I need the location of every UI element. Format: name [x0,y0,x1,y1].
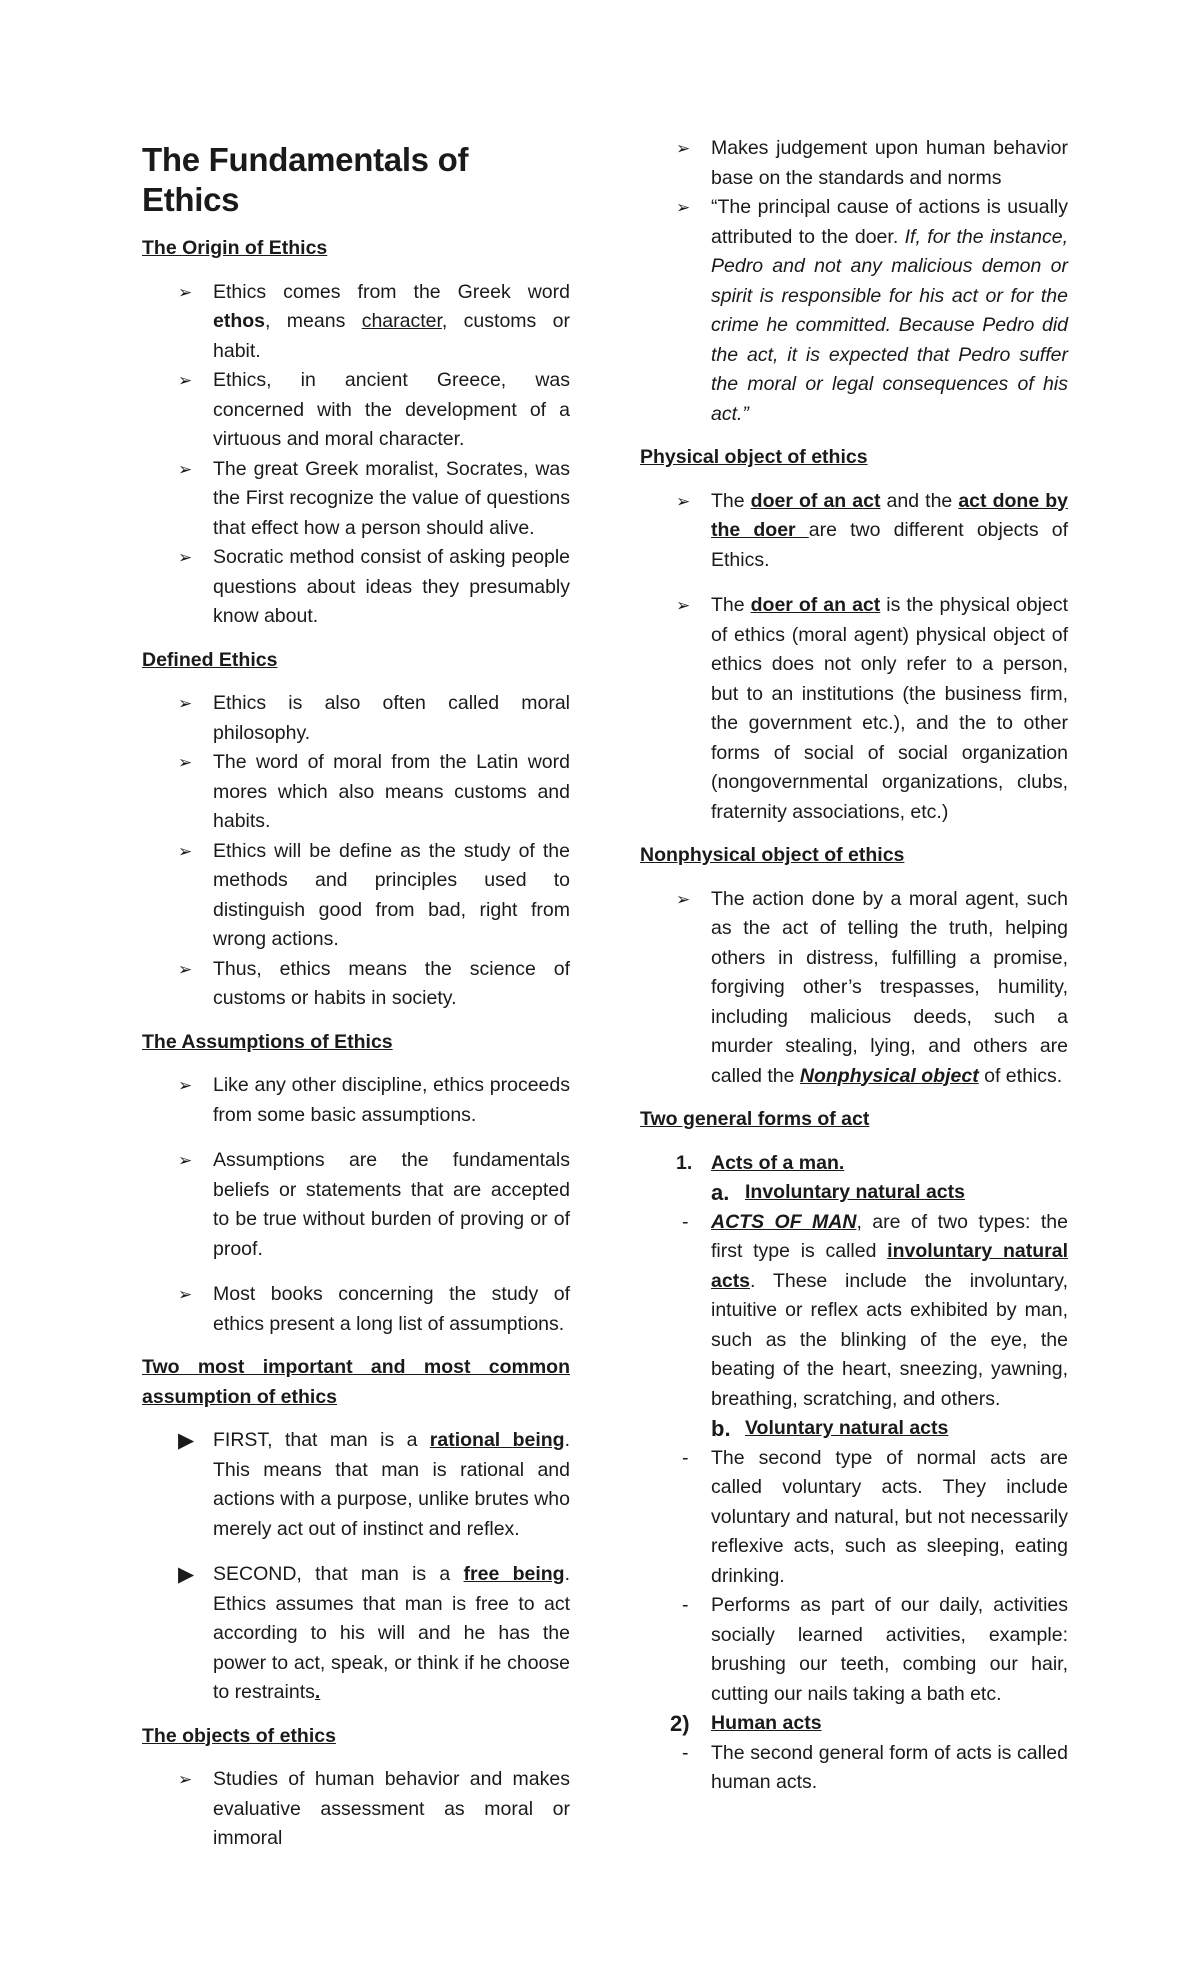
arrow-bullet-icon: ➢ [178,1285,193,1304]
arrow-bullet-icon: ➢ [178,841,193,861]
list-item: ➢ Thus, ethics means the science of customs or habits in society. [142,955,570,1014]
section-heading-two-assumptions: Two most important and most common assumption of ethics [142,1356,570,1408]
right-column [640,137,1068,1798]
sub-item-involuntary: a. Involuntary natural acts [711,1180,965,1205]
defined-list [142,689,570,1014]
sub-item-voluntary: b. Voluntary natural acts [711,1416,949,1441]
section-heading-objects: The objects of ethics [142,1724,336,1747]
section-heading-origin: The Origin of Ethics [142,237,328,259]
list-item: ➢ Like any other discipline, ethics proceeds from some basic assumptions. [142,1071,570,1130]
two-assumptions-list [142,1426,570,1708]
arrow-bullet-icon: ➢ [178,1151,193,1170]
triangle-bullet-icon: ▶ [178,1429,195,1452]
section-heading-defined: Defined Ethics [142,648,278,671]
list-item: ➢ Studies of human behavior and makes evaluative assessment as moral or immoral [142,1765,570,1854]
numbered-item-acts-of-man: 1. Acts of a man. [676,1151,845,1174]
list-item: ➢ Makes judgement upon human behavior base on the standards and norms [640,134,1068,193]
dash-item: - Performs as part of our daily, activities socially learned activities, example: brushing our teeth, combing our hair, cutting our nails taking a bath etc. [682,1594,1068,1705]
arrow-bullet-icon: ➢ [178,1076,193,1095]
list-item: ➢ Ethics will be define as the study of the methods and principles used to distinguish good from bad, right from wrong actions. [142,837,570,955]
list-item: ➢ Ethics comes from the Greek word ethos, means character, customs or habit. [142,278,570,367]
physical-list [640,487,1068,828]
list-item: ➢ The doer of an act is the physical object of ethics (moral agent) physical object of ethics does not only refer to a person, but to an institutions (the business firm, the government etc.), and the to other forms of social of social organization (nongovernmental organizations, clubs, fraternity associations, etc.) [640,591,1068,827]
objects-list-right [640,134,1068,429]
section-heading-forms: Two general forms of act [640,1108,870,1130]
list-item: ➢ The word of moral from the Latin word mores which also means customs and habits. [142,748,570,837]
list-item: ➢ The great Greek moralist, Socrates, was the First recognize the value of questions that effect how a person should alive. [142,455,570,544]
arrow-bullet-icon: ➢ [178,959,193,979]
list-item: ➢ The doer of an act and the act done by the doer are two different objects of Ethics. [640,487,1068,576]
arrow-bullet-icon: ➢ [676,198,691,217]
triangle-bullet-icon: ▶ [178,1563,195,1586]
left-column [142,140,570,1868]
arrow-bullet-icon: ➢ [178,548,193,567]
section-heading-nonphysical: Nonphysical object of ethics [640,844,905,866]
forms-list [640,1149,1068,1798]
list-item: ➢ Most books concerning the study of ethics present a long list of assumptions. [142,1280,570,1339]
arrow-bullet-icon: ➢ [178,753,193,772]
numbered-item-human-acts: 2) Human acts [670,1711,822,1736]
arrow-bullet-icon: ➢ [178,371,193,390]
list-item: ▶ FIRST, that man is a rational being. This means that man is rational and actions with a purpose, unlike brutes who merely act out of instinct and reflex. [142,1426,570,1544]
objects-list-left [142,1765,570,1854]
list-item: ▶ SECOND, that man is a free being. Ethics assumes that man is free to act according to his will and he has the power to act, speak, or think if he choose to restraints. [142,1560,570,1708]
dash-item: - The second general form of acts is called human acts. [682,1741,1068,1793]
list-item: ➢ The action done by a moral agent, such as the act of telling the truth, helping others in distress, fulfilling a promise, forgiving other’s trespasses, humility, including malicious deeds, such a murder stealing, lying, and others are called the Nonphysical object of ethics. [640,885,1068,1092]
assumptions-list [142,1071,570,1339]
list-item: ➢ Assumptions are the fundamentals beliefs or statements that are accepted to be true without burden of proving or of proof. [142,1146,570,1264]
arrow-bullet-icon: ➢ [178,282,193,302]
arrow-bullet-icon: ➢ [178,1770,193,1789]
arrow-bullet-icon: ➢ [676,491,691,511]
arrow-bullet-icon: ➢ [676,596,691,615]
nonphysical-list [640,885,1068,1092]
list-item: ➢ “The principal cause of actions is usually attributed to the doer. If, for the instance, Pedro and not any malicious demon or spirit is responsible for his act or for the crime he committed. Because Pedro did the act, it is expected that Pedro suffer the moral or legal consequences of his act.” [640,193,1068,429]
list-item: ➢ Ethics, in ancient Greece, was concerned with the development of a virtuous and moral character. [142,366,570,455]
page-title: The Fundamentals of Ethics [142,141,469,218]
origin-list [142,278,570,632]
dash-item: - The second type of normal acts are called voluntary acts. They include voluntary and natural, but not necessarily reflexive acts, such as sleeping, eating drinking. [682,1446,1068,1587]
arrow-bullet-icon: ➢ [178,694,193,713]
dash-item: - ACTS OF MAN, are of two types: the first type is called involuntary natural acts. These include the involuntary, intuitive or reflex acts exhibited by man, such as the blinking of the eye, the beating of the heart, sneezing, yawning, breathing, scratching, and others. [682,1210,1068,1410]
arrow-bullet-icon: ➢ [676,139,691,158]
section-heading-physical: Physical object of ethics [640,446,868,468]
list-item: ➢ Socratic method consist of asking people questions about ideas they presumably know about. [142,543,570,632]
arrow-bullet-icon: ➢ [676,889,691,909]
arrow-bullet-icon: ➢ [178,459,193,479]
section-heading-assumptions: The Assumptions of Ethics [142,1030,393,1053]
list-item: ➢ Ethics is also often called moral philosophy. [142,689,570,748]
